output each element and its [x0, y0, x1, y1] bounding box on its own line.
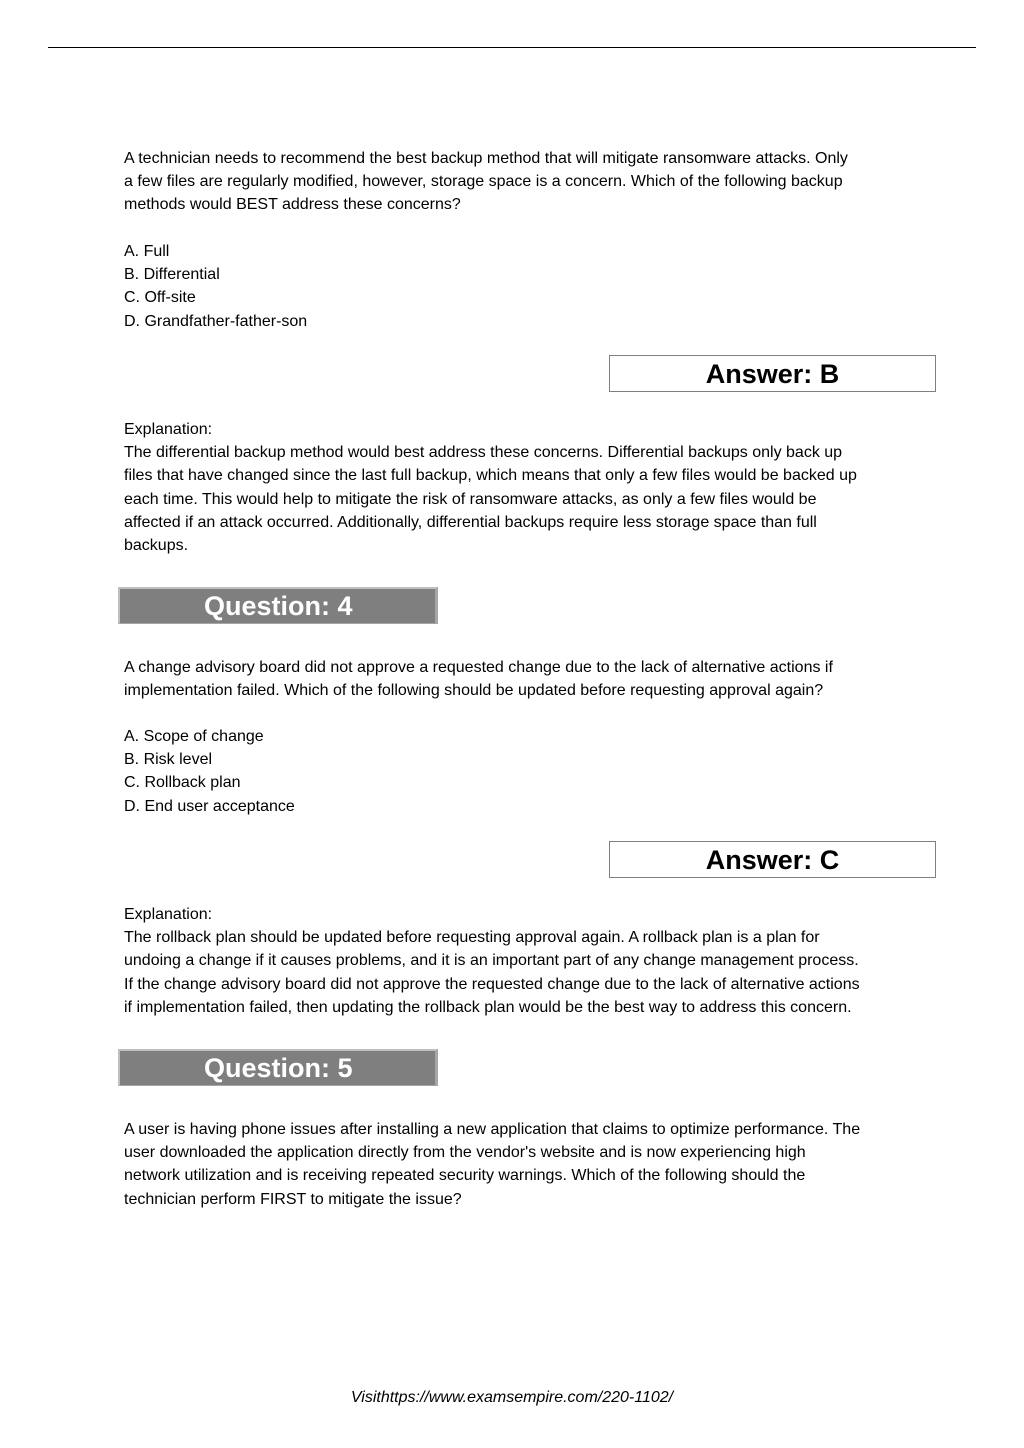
q3-explanation-line: backups.: [124, 537, 189, 555]
q5-title: Question: 5: [204, 1053, 353, 1083]
q4-stem-line: implementation failed. Which of the following should be updated before requesting approval again?: [124, 682, 824, 700]
header-rule: [48, 47, 976, 48]
q5-stem-line: network utilization and is receiving repeated security warnings. Which of the following should the: [124, 1167, 806, 1185]
q3-explanation-line: The differential backup method would best address these concerns. Differential backups only back up: [124, 444, 843, 462]
q5-banner: [118, 1049, 438, 1086]
q4-explanation-line: undoing a change if it causes problems, and it is an important part of any change management process.: [124, 952, 859, 970]
q4-answer-box: [609, 841, 936, 878]
q3-option-d: D. Grandfather-father-son: [124, 312, 308, 330]
q3-answer-box: [609, 355, 936, 392]
q3-explanation-line: each time. This would help to mitigate the risk of ransomware attacks, as only a few files would be: [124, 490, 817, 508]
q4-stem-line: A change advisory board did not approve a requested change due to the lack of alternative actions if: [124, 659, 833, 676]
q3-explanation-line: affected if an attack occurred. Additionally, differential backups require less storage space than full: [124, 513, 817, 531]
q3-answer: Answer: B: [705, 359, 840, 389]
q3-option-a: A. Full: [124, 243, 170, 260]
q4-option-a: A. Scope of change: [124, 728, 264, 745]
q3-stem-line: methods would BEST address these concerns?: [124, 196, 461, 214]
q3-option-b: B. Differential: [124, 266, 220, 284]
q3-options: [124, 240, 934, 333]
footer-link[interactable]: Visithttps://www.examsempire.com/220-1102/: [350, 1389, 674, 1406]
q4-options: [124, 725, 934, 818]
q4-explanation-line: if implementation failed, then updating the rollback plan would be the best way to address this concern.: [124, 998, 852, 1016]
q4-answer: Answer: C: [705, 845, 840, 875]
q4-explanation-line: If the change advisory board did not approve the requested change due to the lack of alternative actions: [124, 975, 860, 993]
q4-stem: [124, 656, 934, 702]
q4-option-b: B. Risk level: [124, 751, 213, 769]
q4-explanation-label: Explanation:: [124, 906, 213, 923]
q4-option-d: D. End user acceptance: [124, 797, 295, 815]
q3-explanation-line: files that have changed since the last full backup, which means that only a few files would be backed up: [124, 467, 857, 485]
q5-stem-line: A user is having phone issues after installing a new application that claims to optimize performance. The: [124, 1121, 861, 1138]
q4-option-c: C. Rollback plan: [124, 774, 241, 792]
q4-explanation: [124, 903, 934, 1019]
q4-title: Question: 4: [204, 591, 353, 621]
q5-stem-line: technician perform FIRST to mitigate the issue?: [124, 1190, 462, 1208]
q5-stem-line: user downloaded the application directly from the vendor's website and is now experiencing high: [124, 1144, 806, 1162]
q3-explanation-label: Explanation:: [124, 421, 213, 438]
q3-option-c: C. Off-site: [124, 289, 196, 307]
q3-stem: [124, 147, 934, 217]
q4-banner: [118, 587, 438, 624]
q3-explanation: [124, 418, 934, 557]
q3-stem-line: A technician needs to recommend the best backup method that will mitigate ransomware attacks. Only: [124, 150, 848, 167]
q3-stem-line: a few files are regularly modified, however, storage space is a concern. Which of the following backup: [124, 173, 843, 191]
q4-explanation-line: The rollback plan should be updated before requesting approval again. A rollback plan is a plan for: [124, 929, 820, 947]
q5-stem: [124, 1118, 934, 1211]
